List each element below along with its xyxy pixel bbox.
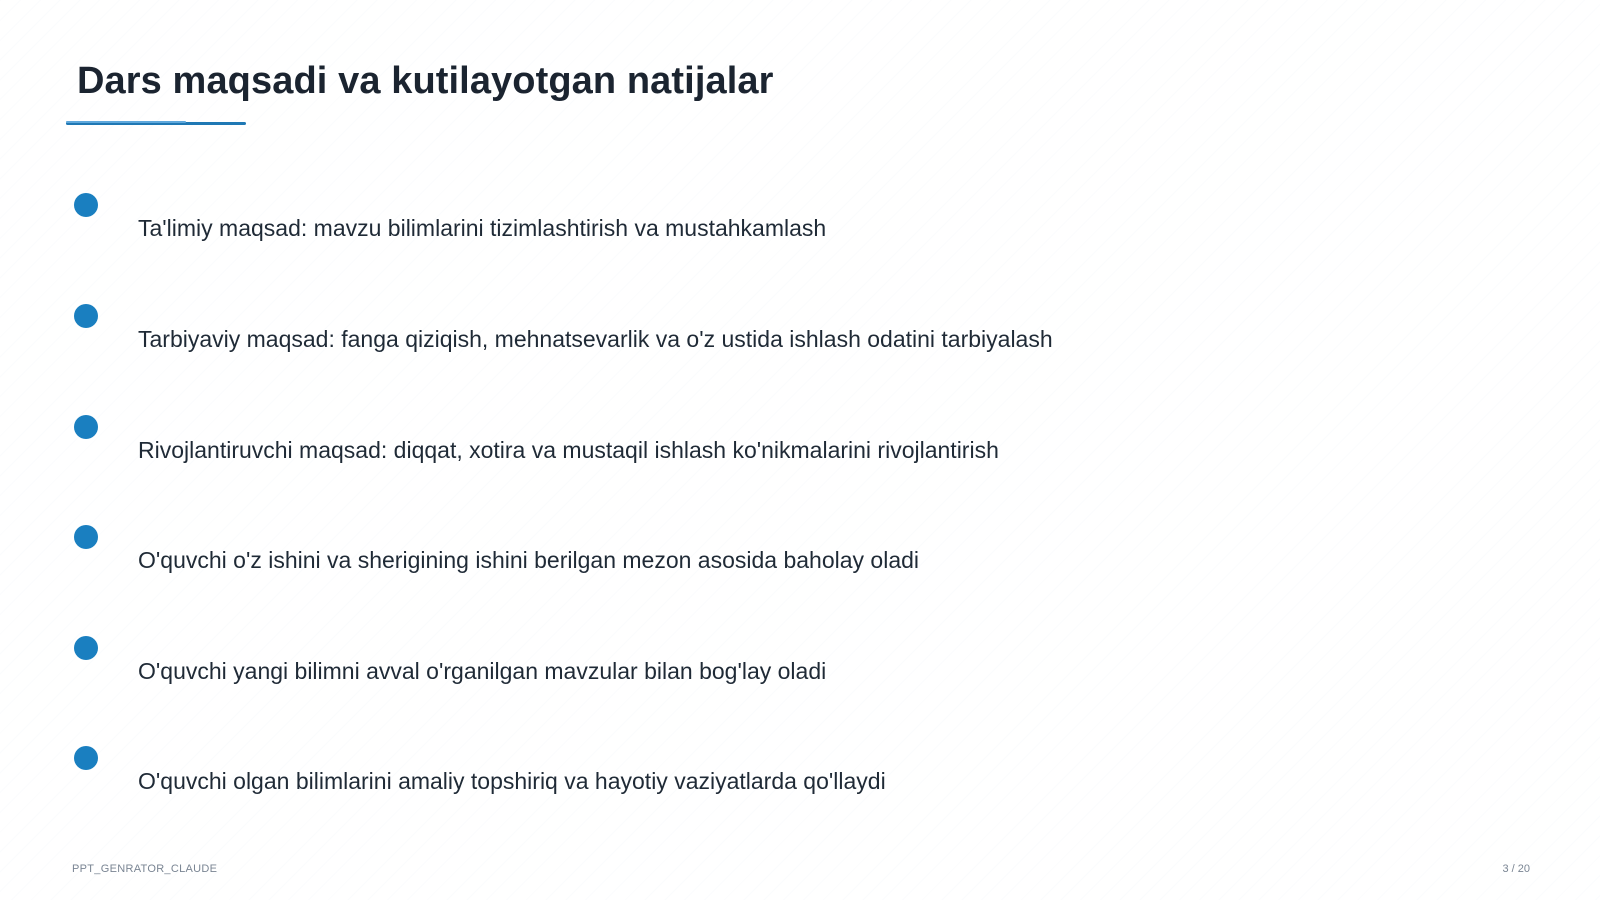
bullet-text: O'quvchi olgan bilimlarini amaliy topshiriq va hayotiy vaziyatlarda qo'llaydi [138,768,886,794]
bullet-item [0,415,1600,475]
bullet-text: O'quvchi yangi bilimni avval o'rganilgan mavzular bilan bog'lay oladi [138,658,827,684]
bullet-dot-icon [74,636,98,660]
bullet-dot-icon [74,193,98,217]
bullet-dot-icon [74,304,98,328]
bullet-item [0,304,1600,364]
bullet-text: Rivojlantiruvchi maqsad: diqqat, xotira va mustaqil ishlash ko'nikmalarini rivojlantirish [138,437,999,463]
bullet-item [0,525,1600,585]
bullet-dot-icon [74,525,98,549]
bullet-dot-icon [74,746,98,770]
bullet-item [0,636,1600,696]
bullet-item [0,193,1600,253]
bullet-text: Ta'limiy maqsad: mavzu bilimlarini tizimlashtirish va mustahkamlash [138,215,827,241]
bullet-dot-icon [74,415,98,439]
slide-title: Dars maqsadi va kutilayotgan natijalar [77,60,774,102]
page-indicator: 3 / 20 [1502,863,1530,875]
bullet-text: O'quvchi o'z ishini va sherigining ishini berilgan mezon asosida baholay oladi [138,547,920,573]
footer-source-label: PPT_GENRATOR_CLAUDE [72,863,218,875]
bullet-text: Tarbiyaviy maqsad: fanga qiziqish, mehnatsevarlik va o'z ustida ishlash odatini tarbiyalash [138,326,1053,352]
bullet-item [0,746,1600,806]
